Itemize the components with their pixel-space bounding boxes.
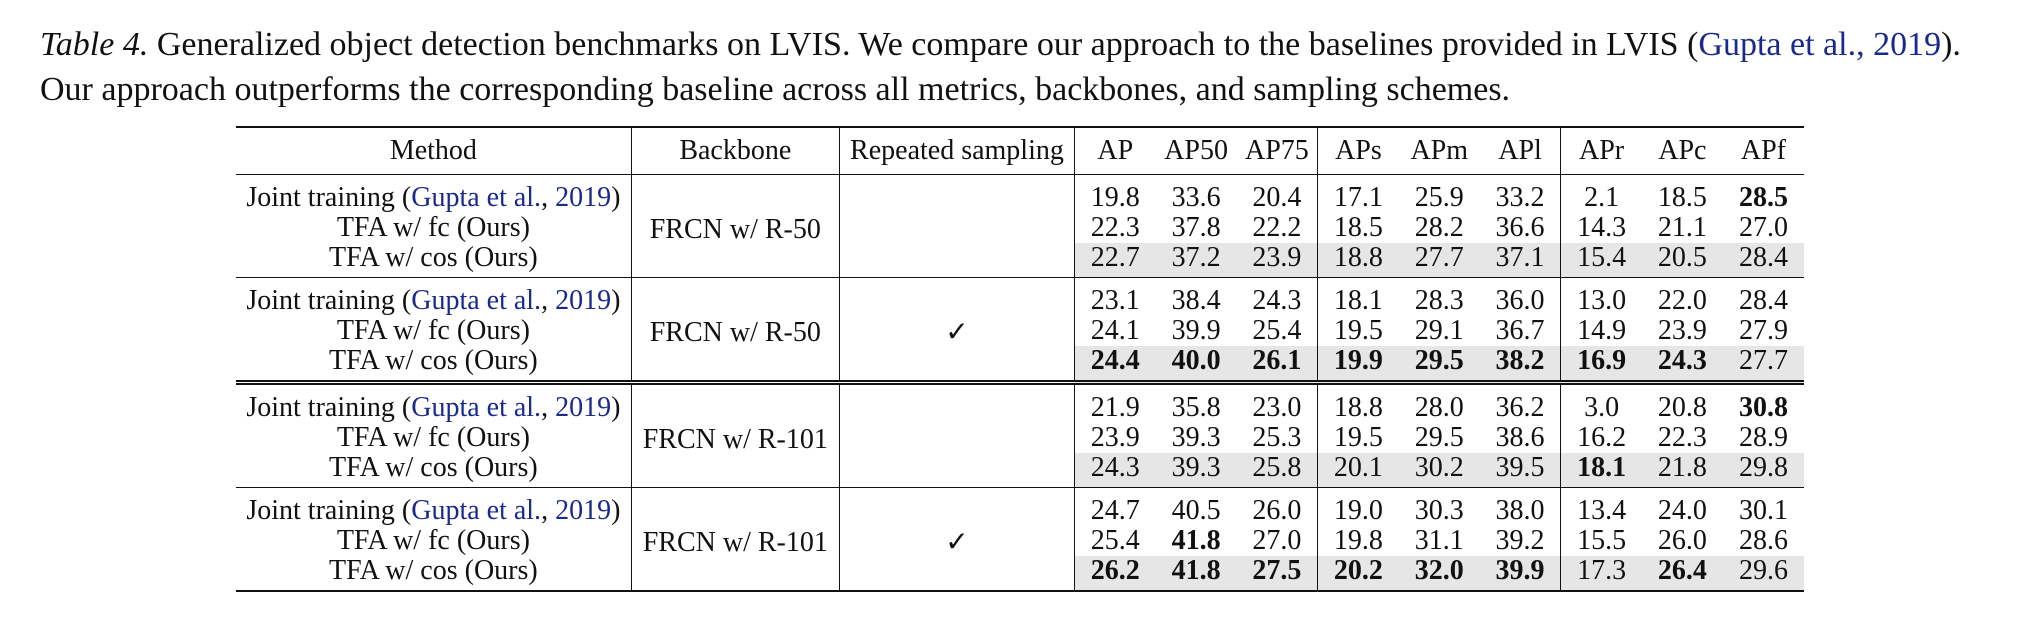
value-cell-apf: 29.8: [1723, 453, 1804, 488]
value-cell-ap: 19.8: [1090, 182, 1140, 213]
cite-sep: ,: [541, 392, 556, 423]
method-cell: [236, 383, 631, 424]
value-cell-ap75: 23.9: [1237, 243, 1318, 278]
value-cell-aps: 19.5: [1333, 315, 1383, 346]
value-cell-apr: 13.4: [1577, 495, 1627, 526]
value-cell-apm: 29.5: [1414, 422, 1464, 453]
cite-open: (: [394, 182, 412, 213]
value-cell-aps: 20.2: [1318, 556, 1399, 591]
value-cell-aps: 19.5: [1333, 422, 1383, 453]
caption-cite-authors: Gupta et al.: [1698, 26, 1857, 63]
value-cell-aps: 18.8: [1333, 392, 1383, 423]
cite-open: (: [394, 495, 412, 526]
value-cell-apc: 20.5: [1642, 243, 1723, 278]
value-cell-apr: 15.5: [1577, 525, 1627, 556]
value-cell-apf: 28.4: [1738, 285, 1788, 316]
value-cell-apc: 26.4: [1642, 556, 1723, 591]
caption-cite-sep: ,: [1856, 26, 1874, 63]
value-cell-apc: 21.8: [1642, 453, 1723, 488]
header-repeated-sampling: Repeated sampling: [839, 127, 1074, 175]
value-cell-ap: 24.4: [1075, 346, 1156, 383]
value-cell-apc: 24.0: [1657, 495, 1707, 526]
cite-close: ): [611, 285, 621, 316]
citation-link[interactable]: Gupta et al.: [411, 495, 542, 526]
value-cell-ap: 22.3: [1090, 212, 1140, 243]
value-cell-apl: 36.0: [1480, 278, 1561, 317]
value-cell-apr: 14.9: [1577, 315, 1627, 346]
caption-citation-link[interactable]: [1698, 26, 1941, 63]
value-cell-ap: 21.9: [1090, 392, 1140, 423]
method-name: TFA w/ fc (Ours): [336, 315, 530, 346]
value-cell-ap50: 35.8: [1171, 392, 1221, 423]
method-name: TFA w/ cos (Ours): [329, 345, 538, 376]
value-cell-aps: 18.1: [1333, 285, 1383, 316]
value-cell-ap75: 26.1: [1237, 346, 1318, 383]
method-cell: [236, 213, 631, 243]
value-cell-apl: 38.0: [1480, 488, 1561, 527]
value-cell-ap50: 39.3: [1171, 422, 1221, 453]
value-cell-apf: 28.6: [1738, 525, 1788, 556]
results-table-container: [236, 126, 1804, 592]
value-cell-apf: 29.6: [1723, 556, 1804, 591]
citation-year-link[interactable]: 2019: [555, 392, 612, 423]
value-cell-ap75: 25.3: [1237, 423, 1318, 453]
method-cell: [236, 423, 631, 453]
cite-open: (: [394, 285, 412, 316]
value-cell-apc: 18.5: [1657, 182, 1707, 213]
value-cell-apc: 21.1: [1657, 212, 1707, 243]
value-cell-aps: 18.5: [1333, 212, 1383, 243]
header-method: Method: [236, 127, 631, 175]
method-name: TFA w/ cos (Ours): [329, 242, 538, 273]
method-name: TFA w/ cos (Ours): [329, 555, 538, 586]
method-name: TFA w/ cos (Ours): [329, 452, 538, 483]
header-apl: APl: [1480, 127, 1561, 175]
cite-sep: ,: [541, 495, 556, 526]
value-cell-apl: 39.9: [1480, 556, 1561, 591]
row-group-3: [236, 383, 1804, 488]
value-cell-apm: 29.1: [1414, 315, 1464, 346]
value-cell-ap75: 25.8: [1237, 453, 1318, 488]
method-cell: [236, 453, 631, 488]
value-cell-apm: 25.9: [1414, 182, 1464, 213]
citation-year-link[interactable]: 2019: [555, 495, 612, 526]
backbone-cell: FRCN w/ R-50: [631, 175, 839, 278]
value-cell-apl: 33.2: [1480, 175, 1561, 214]
value-cell-ap50: 40.0: [1156, 346, 1237, 383]
value-cell-ap50: 41.8: [1171, 525, 1221, 556]
value-cell-apl: 36.2: [1480, 383, 1561, 424]
value-cell-apl: 36.6: [1480, 213, 1561, 243]
value-cell-apm: 31.1: [1414, 525, 1464, 556]
header-apf: APf: [1740, 135, 1786, 166]
value-cell-apr: 17.3: [1561, 556, 1642, 591]
method-name: TFA w/ fc (Ours): [336, 212, 530, 243]
header-aps: APs: [1335, 135, 1382, 166]
cite-open: (: [394, 392, 412, 423]
citation-year-link[interactable]: 2019: [555, 182, 612, 213]
method-cell: [236, 488, 631, 527]
value-cell-ap75: 27.0: [1237, 526, 1318, 556]
method-name: TFA w/ fc (Ours): [336, 525, 530, 556]
method-cell: [236, 556, 631, 591]
value-cell-apr: 3.0: [1584, 392, 1620, 423]
value-cell-apm: 30.3: [1414, 495, 1464, 526]
header-apc: APc: [1658, 135, 1707, 166]
value-cell-ap: 24.1: [1090, 315, 1140, 346]
citation-year-link[interactable]: 2019: [555, 285, 612, 316]
value-cell-ap: 24.3: [1075, 453, 1156, 488]
cite-close: ): [611, 495, 621, 526]
header-ap: AP: [1097, 135, 1134, 166]
value-cell-aps: 18.8: [1318, 243, 1399, 278]
method-cell: [236, 346, 631, 383]
value-cell-apr: 2.1: [1584, 182, 1620, 213]
value-cell-apm: 30.2: [1399, 453, 1480, 488]
value-cell-apl: 39.2: [1480, 526, 1561, 556]
value-cell-apr: 14.3: [1577, 212, 1627, 243]
value-cell-apf: 27.0: [1738, 212, 1788, 243]
value-cell-apm: 32.0: [1399, 556, 1480, 591]
value-cell-ap50: 41.8: [1156, 556, 1237, 591]
table-row: [236, 488, 1804, 527]
value-cell-ap50: 40.5: [1171, 495, 1221, 526]
repeated-sampling-cell: [839, 175, 1074, 278]
value-cell-apf: 27.7: [1723, 346, 1804, 383]
value-cell-apm: 28.3: [1414, 285, 1464, 316]
method-cell: [236, 316, 631, 346]
value-cell-apr: 16.2: [1577, 422, 1627, 453]
repeated-sampling-cell: [839, 383, 1074, 488]
value-cell-apf: 28.4: [1723, 243, 1804, 278]
value-cell-ap75: 22.2: [1237, 213, 1318, 243]
value-cell-ap50: 33.6: [1171, 182, 1221, 213]
row-group-2: [236, 278, 1804, 383]
value-cell-aps: 19.0: [1333, 495, 1383, 526]
checkmark-icon: ✓: [839, 488, 1074, 592]
cite-close: ): [611, 182, 621, 213]
value-cell-ap50: 37.2: [1156, 243, 1237, 278]
cite-close: ): [611, 392, 621, 423]
citation-link[interactable]: Gupta et al.: [411, 392, 542, 423]
row-group-1: [236, 175, 1804, 278]
value-cell-apr: 15.4: [1561, 243, 1642, 278]
value-cell-apf: 30.1: [1738, 495, 1788, 526]
value-cell-ap75: 24.3: [1237, 278, 1318, 317]
header-ap50: AP50: [1164, 135, 1228, 166]
value-cell-apc: 20.8: [1657, 392, 1707, 423]
value-cell-ap: 23.1: [1090, 285, 1140, 316]
backbone-cell: FRCN w/ R-101: [631, 383, 839, 488]
value-cell-ap75: 26.0: [1237, 488, 1318, 527]
table-caption: [40, 22, 2010, 112]
value-cell-ap: 23.9: [1090, 422, 1140, 453]
value-cell-apc: 23.9: [1657, 315, 1707, 346]
value-cell-apf: 28.9: [1738, 422, 1788, 453]
value-cell-apr: 13.0: [1577, 285, 1627, 316]
row-group-4: [236, 488, 1804, 592]
value-cell-aps: 17.1: [1333, 182, 1383, 213]
value-cell-aps: 19.9: [1318, 346, 1399, 383]
results-table: [236, 126, 1804, 592]
method-name: Joint training: [246, 182, 395, 213]
value-cell-ap75: 25.4: [1237, 316, 1318, 346]
value-cell-ap75: 23.0: [1237, 383, 1318, 424]
method-name: Joint training: [246, 285, 395, 316]
value-cell-apc: 22.3: [1657, 422, 1707, 453]
value-cell-apl: 37.1: [1480, 243, 1561, 278]
value-cell-apm: 29.5: [1399, 346, 1480, 383]
value-cell-apc: 24.3: [1642, 346, 1723, 383]
value-cell-ap50: 38.4: [1171, 285, 1221, 316]
value-cell-apr: 18.1: [1561, 453, 1642, 488]
table-row: [236, 278, 1804, 317]
value-cell-ap: 26.2: [1075, 556, 1156, 591]
header-ap75: AP75: [1237, 127, 1318, 175]
value-cell-apl: 38.6: [1480, 423, 1561, 453]
value-cell-apf: 28.5: [1738, 182, 1788, 213]
cite-sep: ,: [541, 285, 556, 316]
method-cell: [236, 278, 631, 317]
value-cell-ap75: 20.4: [1237, 175, 1318, 214]
value-cell-aps: 19.8: [1333, 525, 1383, 556]
value-cell-apr: 16.9: [1561, 346, 1642, 383]
method-cell: [236, 243, 631, 278]
value-cell-ap50: 37.8: [1171, 212, 1221, 243]
value-cell-apc: 22.0: [1657, 285, 1707, 316]
citation-link[interactable]: Gupta et al.: [411, 285, 542, 316]
value-cell-ap75: 27.5: [1237, 556, 1318, 591]
value-cell-apm: 28.0: [1414, 392, 1464, 423]
value-cell-apl: 36.7: [1480, 316, 1561, 346]
caption-text-1: Generalized object detection benchmarks on LVIS. We compare our approach to the baselines provided in LVIS (: [148, 26, 1699, 63]
table-row: [236, 383, 1804, 424]
value-cell-ap: 25.4: [1090, 525, 1140, 556]
value-cell-apl: 38.2: [1480, 346, 1561, 383]
backbone-cell: FRCN w/ R-50: [631, 278, 839, 383]
header-apm: APm: [1410, 135, 1469, 166]
value-cell-aps: 20.1: [1318, 453, 1399, 488]
value-cell-ap50: 39.3: [1156, 453, 1237, 488]
header-apr: APr: [1579, 135, 1625, 166]
caption-label: Table 4.: [40, 26, 149, 63]
citation-link[interactable]: Gupta et al.: [411, 182, 542, 213]
value-cell-apf: 30.8: [1738, 392, 1788, 423]
header-backbone: Backbone: [631, 127, 839, 175]
header-row: [236, 127, 1804, 175]
caption-cite-year: 2019: [1873, 26, 1942, 63]
value-cell-apl: 39.5: [1480, 453, 1561, 488]
value-cell-ap50: 39.9: [1171, 315, 1221, 346]
method-name: TFA w/ fc (Ours): [336, 422, 530, 453]
value-cell-ap: 24.7: [1090, 495, 1140, 526]
table-row: [236, 175, 1804, 214]
value-cell-ap: 22.7: [1075, 243, 1156, 278]
value-cell-apm: 27.7: [1399, 243, 1480, 278]
backbone-cell: FRCN w/ R-101: [631, 488, 839, 592]
method-cell: [236, 526, 631, 556]
value-cell-apf: 27.9: [1738, 315, 1788, 346]
caption-text-2: ). Our approach outperforms the corresponding baseline across all metrics, backbones, and sampling schemes.: [40, 26, 1961, 108]
checkmark-icon: ✓: [839, 278, 1074, 383]
value-cell-apm: 28.2: [1414, 212, 1464, 243]
value-cell-apc: 26.0: [1657, 525, 1707, 556]
method-name: Joint training: [246, 495, 395, 526]
method-name: Joint training: [246, 392, 395, 423]
cite-sep: ,: [541, 182, 556, 213]
method-cell: [236, 175, 631, 214]
